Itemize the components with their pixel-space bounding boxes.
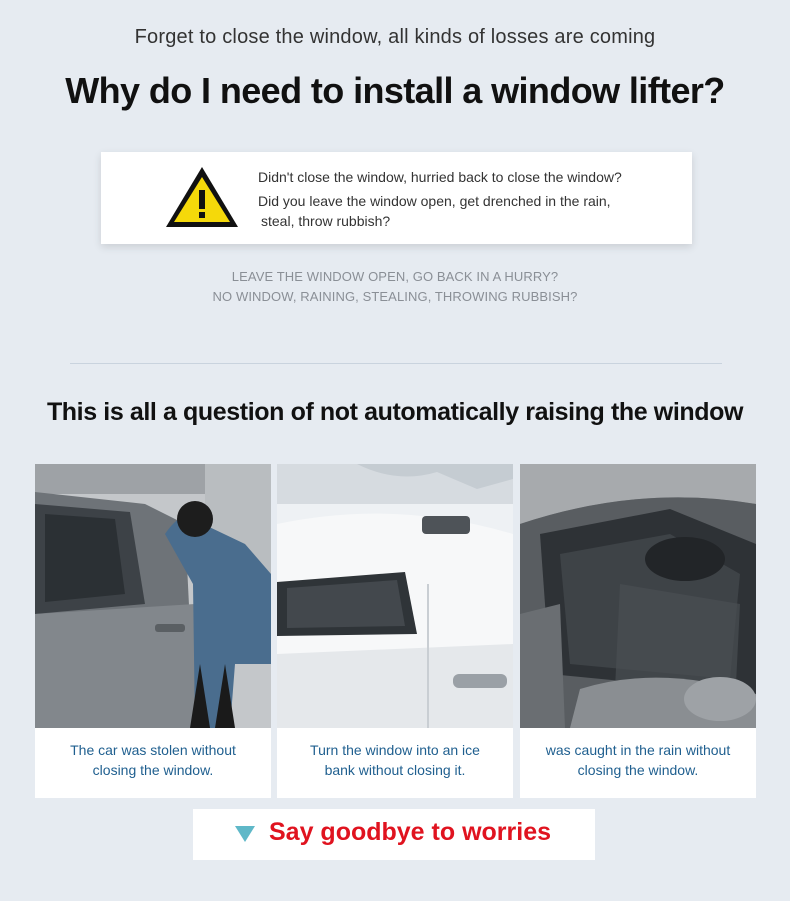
divider (70, 363, 722, 364)
caption-line-1: Turn the window into an ice (310, 742, 480, 758)
caps-line-1: LEAVE THE WINDOW OPEN, GO BACK IN A HURRY? (231, 269, 559, 284)
warning-box (101, 152, 692, 244)
caption-line-1: was caught in the rain without (545, 742, 731, 758)
triangle-down-icon (234, 825, 256, 843)
caption-line-2: closing the window. (92, 762, 214, 778)
card-rain (520, 464, 756, 798)
subtitle: Forget to close the window, all kinds of losses are coming (134, 26, 656, 48)
caps-line-2: NO WINDOW, RAINING, STEALING, THROWING RUBBISH? (212, 289, 578, 304)
caption-line-1: The car was stolen without (70, 742, 236, 758)
section-title: This is all a question of not automatically raising the window (46, 398, 744, 426)
warning-line-2: Did you leave the window open, get drenched in the rain, (258, 193, 611, 209)
warning-line-3: steal, throw rubbish? (261, 213, 391, 229)
warning-triangle-icon (164, 165, 240, 229)
cta-text: Say goodbye to worries (269, 818, 552, 846)
caption-line-2: closing the window. (577, 762, 699, 778)
headline: Why do I need to install a window lifter? (65, 70, 725, 111)
card-caption (277, 740, 513, 780)
caption-line-2: bank without closing it. (324, 762, 466, 778)
say-goodbye-banner (193, 809, 595, 860)
card-caption (520, 740, 756, 780)
card-caption (35, 740, 271, 780)
card-car-stolen (35, 464, 271, 798)
snow-car-photo (277, 464, 513, 728)
warning-line-1: Didn't close the window, hurried back to close the window? (258, 169, 622, 185)
card-ice-bank (277, 464, 513, 798)
car-theft-photo (35, 464, 271, 728)
rainy-window-photo (520, 464, 756, 728)
